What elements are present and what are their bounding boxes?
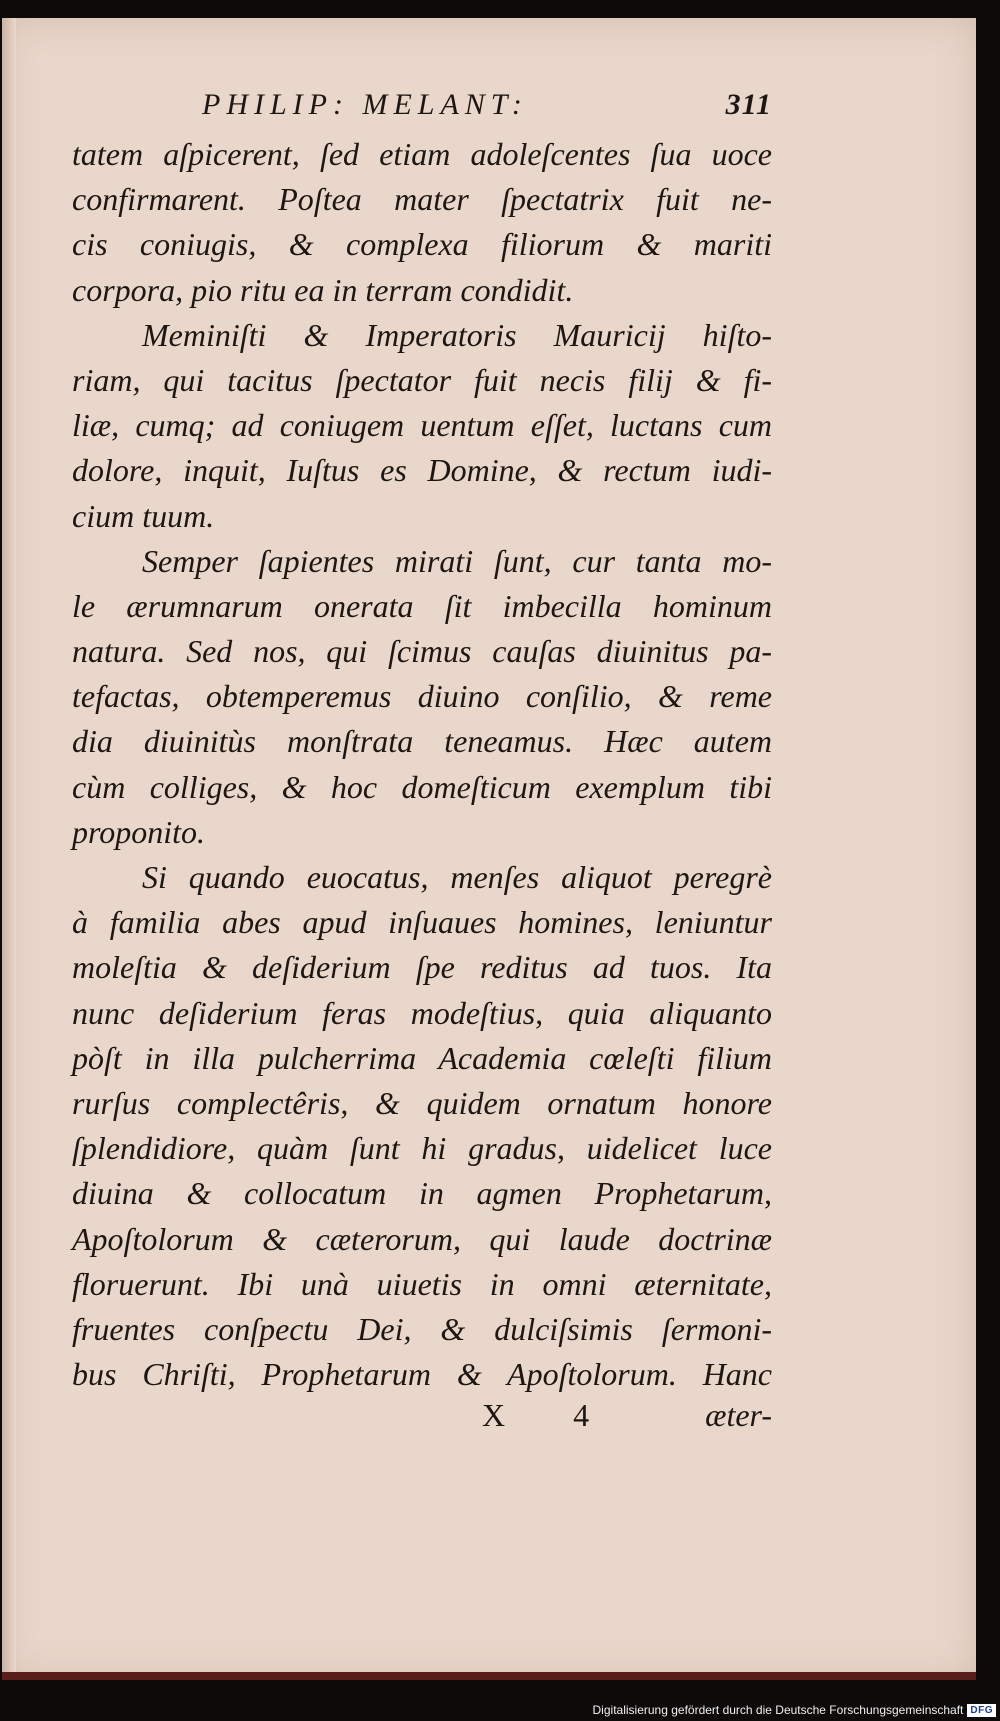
book-page [2, 18, 976, 1680]
text-line: corpora, pio ritu ea in terram condidit. [72, 271, 574, 308]
text-line: floruerunt. Ibi unà uiuetis in omni æternitate, [72, 1265, 772, 1302]
text-line: Meminiſti & Imperatoris Mauricij hiſto- [142, 316, 772, 353]
text-line: confirmarent. Poſtea mater ſpectatrix fuit ne- [72, 181, 772, 218]
text-line: bus Chriſti, Prophetarum & Apoſtolorum. Hanc [72, 1356, 772, 1393]
running-head [72, 88, 772, 132]
text-line: riam, qui tacitus ſpectator fuit necis filij & fi- [72, 361, 772, 398]
text-line: à familia abes apud inſuaues homines, leniuntur [72, 904, 772, 941]
text-line: diuina & collocatum in agmen Prophetarum, [72, 1175, 772, 1212]
text-line: rurſus complectêris, & quidem ornatum honore [72, 1084, 772, 1121]
catchline [72, 1397, 772, 1443]
signature-mark: X 4 [482, 1397, 620, 1434]
text-line: ſplendidiore, quàm ſunt hi gradus, uidelicet luce [72, 1130, 772, 1167]
catchword: æter- [705, 1397, 772, 1434]
text-line: Semper ſapientes mirati ſunt, cur tanta mo- [142, 542, 772, 579]
text-line: tatem aſpicerent, ſed etiam adoleſcentes ſua uoce [72, 136, 772, 172]
digitization-credit [593, 1703, 996, 1717]
text-block [72, 88, 772, 1443]
page-bottom-border [2, 1672, 976, 1680]
text-line: le ærumnarum onerata ſit imbecilla hominum [72, 587, 772, 624]
text-line: cium tuum. [72, 497, 215, 534]
text-line: dolore, inquit, Iuſtus es Domine, & rectum iudi- [72, 452, 772, 489]
text-line: moleſtia & deſiderium ſpe reditus ad tuos. Ita [72, 949, 772, 986]
text-line: proponito. [72, 813, 206, 850]
page-gutter [2, 18, 16, 1680]
text-line: liæ, cumq; ad coniugem uentum eſſet, luctans cum [72, 407, 772, 444]
text-line: cùm colliges, & hoc domeſticum exemplum tibi [72, 768, 772, 805]
running-head-title: PHILIP: MELANT: [202, 88, 528, 121]
dfg-logo: DFG [967, 1704, 996, 1717]
text-line: nunc deſiderium feras modeſtius, quia aliquanto [72, 994, 772, 1031]
text-line: natura. Sed nos, qui ſcimus cauſas diuinitus pa- [72, 633, 772, 670]
text-line: dia diuinitùs monſtrata teneamus. Hæc autem [72, 723, 772, 760]
text-line: tefactas, obtemperemus diuino conſilio, & reme [72, 678, 772, 715]
page-number: 311 [725, 88, 772, 121]
credit-text: Digitalisierung gefördert durch die Deutsche Forschungsgemeinschaft [592, 1703, 964, 1717]
text-line: fruentes conſpectu Dei, & dulciſsimis ſermoni- [72, 1310, 772, 1347]
text-line: pòſt in illa pulcherrima Academia cœleſti filium [72, 1039, 772, 1076]
text-line: Si quando euocatus, menſes aliquot peregrè [142, 859, 772, 895]
text-line: Apoſtolorum & cæterorum, qui laude doctrinæ [72, 1220, 772, 1257]
text-line: cis coniugis, & complexa filiorum & mariti [72, 226, 772, 263]
body-text [72, 132, 772, 1397]
